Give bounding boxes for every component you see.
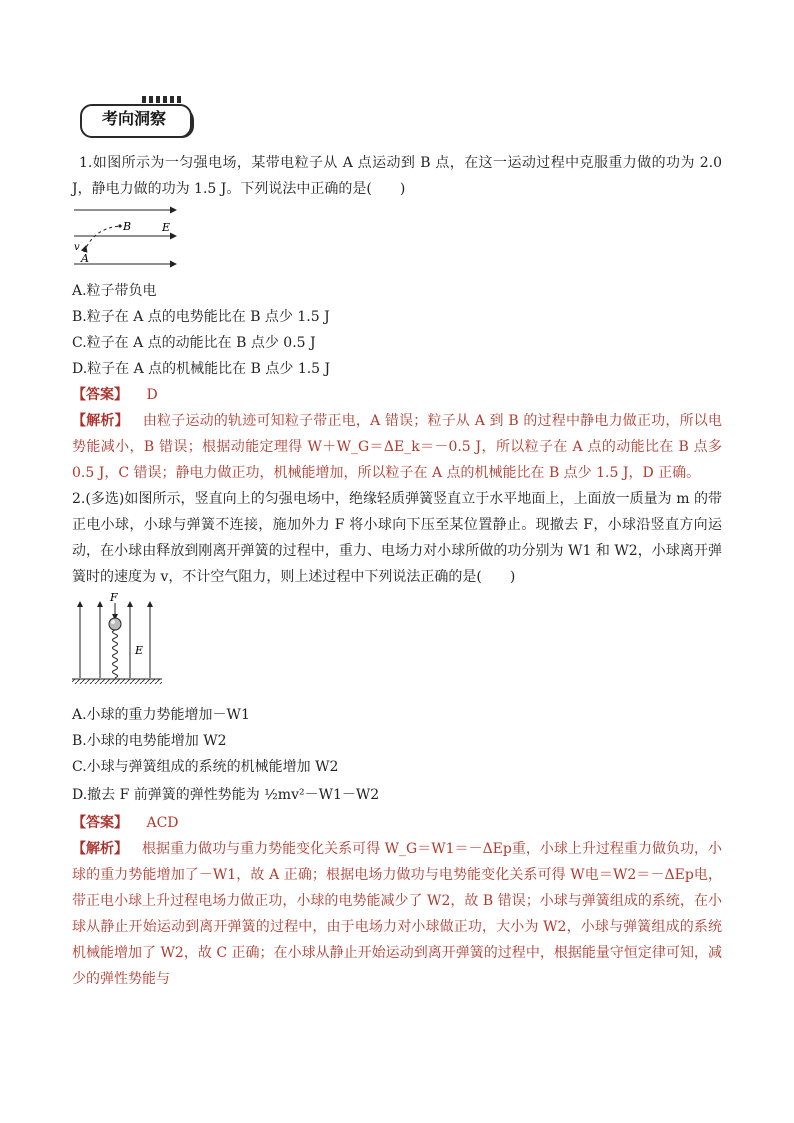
ball xyxy=(109,618,121,630)
q2-answer-value: ACD xyxy=(146,815,179,831)
q2-spring-field-figure xyxy=(72,592,176,692)
ground-hatch xyxy=(72,679,162,684)
q2-stem: 2.(多选)如图所示，竖直向上的匀强电场中，绝缘轻质弹簧竖直立于水平地面上，上面放一质量为 m 的带正电小球，小球与弹簧不连接，施加外力 F 将小球向下压至某位置静止。现撤去 F，小球沿竖直方向运动，在小球由释放到刚离开弹簧的过程中，重力、电场力对小球所做的功分别为 W1 和 W2，小球离开弹簧时的速度为 v，不计空气阻力，则上述过程中下列说法正确的是( ) xyxy=(72,491,722,585)
label-e: E xyxy=(162,221,171,234)
label-v: v xyxy=(74,242,80,253)
label-b: B xyxy=(123,220,132,233)
point-b xyxy=(118,224,121,227)
q1-stem: 1.如图所示为一匀强电场，某带电粒子从 A 点运动到 B 点，在这一运动过程中克服重力做的功为 2.0 J，静电力做的功为 1.5 J。下列说法中正确的是( ) xyxy=(72,155,722,197)
q1-answer xyxy=(72,382,722,408)
q1-electric-field-figure xyxy=(72,206,192,268)
label-e: E xyxy=(135,644,144,657)
q1-answer-tag: 【答案】 xyxy=(72,387,128,403)
q1-answer-value: D xyxy=(146,387,158,403)
q2-option-b: B.小球的电势能增加 W2 xyxy=(72,733,227,749)
q2-answer-tag: 【答案】 xyxy=(72,815,128,831)
q1-analysis xyxy=(72,408,722,486)
q2-option-a: A.小球的重力势能增加－W1 xyxy=(72,707,250,723)
section-badge xyxy=(80,96,196,136)
q1-analysis-text: 由粒子运动的轨迹可知粒子带正电，A 错误；粒子从 A 到 B 的过程中静电力做正功，所以电势能减小，B 错误；根据动能定理得 W＋W_G＝ΔE_k＝－0.5 J，所以粒子在 A 点的动能比在 B 点多 0.5 J，C 错误；静电力做正功，机械能增加，所以粒子在 A 点的机械能比在 B 点少 1.5 J，D 正确。 xyxy=(72,413,722,481)
ball-highlight xyxy=(111,620,115,624)
q1-option-a: A.粒子带负电 xyxy=(72,283,157,299)
q2-analysis-tag: 【解析】 xyxy=(72,841,129,857)
particle-trajectory xyxy=(84,226,120,252)
q2-analysis xyxy=(72,836,722,992)
q1-option-d: D.粒子在 A 点的机械能比在 B 点少 1.5 J xyxy=(72,361,331,377)
q2-option-d: D.撤去 F 前弹簧的弹性势能为 ½mv²－W1－W2 xyxy=(72,787,380,803)
q1-option-b: B.粒子在 A 点的电势能比在 B 点少 1.5 J xyxy=(72,309,330,325)
page-content xyxy=(72,96,722,992)
q1-analysis-tag: 【解析】 xyxy=(72,413,129,429)
section-title: 考向洞察 xyxy=(101,109,166,128)
label-a: A xyxy=(81,252,89,265)
label-f: F xyxy=(110,592,118,604)
q2-answer xyxy=(72,810,722,836)
q2-analysis-text: 根据重力做功与重力势能变化关系可得 W_G＝W1＝－ΔEp重，小球上升过程重力做负功，小球的重力势能增加了－W1，故 A 正确；根据电场力做功与电势能变化关系可得 W电＝W2＝－ΔEp电，带正电小球上升过程电场力做正功，小球的电势能减少了 W2，故 B 错误；小球与弹簧组成的系统，在小球从静止开始运动到离开弹簧的过程中，由于电场力对小球做正功，大小为 W2，小球与弹簧组成的系统机械能增加了 W2，故 C 正确；在小球从静止开始运动到离开弹簧的过程中，根据能量守恒定律可知，减少的弹性势能与 xyxy=(72,841,722,987)
q1-option-c: C.粒子在 A 点的动能比在 B 点少 0.5 J xyxy=(72,335,316,351)
q2-option-c: C.小球与弹簧组成的系统的机械能增加 W2 xyxy=(72,759,339,775)
spring xyxy=(113,630,118,678)
badge-dots-decoration xyxy=(142,96,181,104)
